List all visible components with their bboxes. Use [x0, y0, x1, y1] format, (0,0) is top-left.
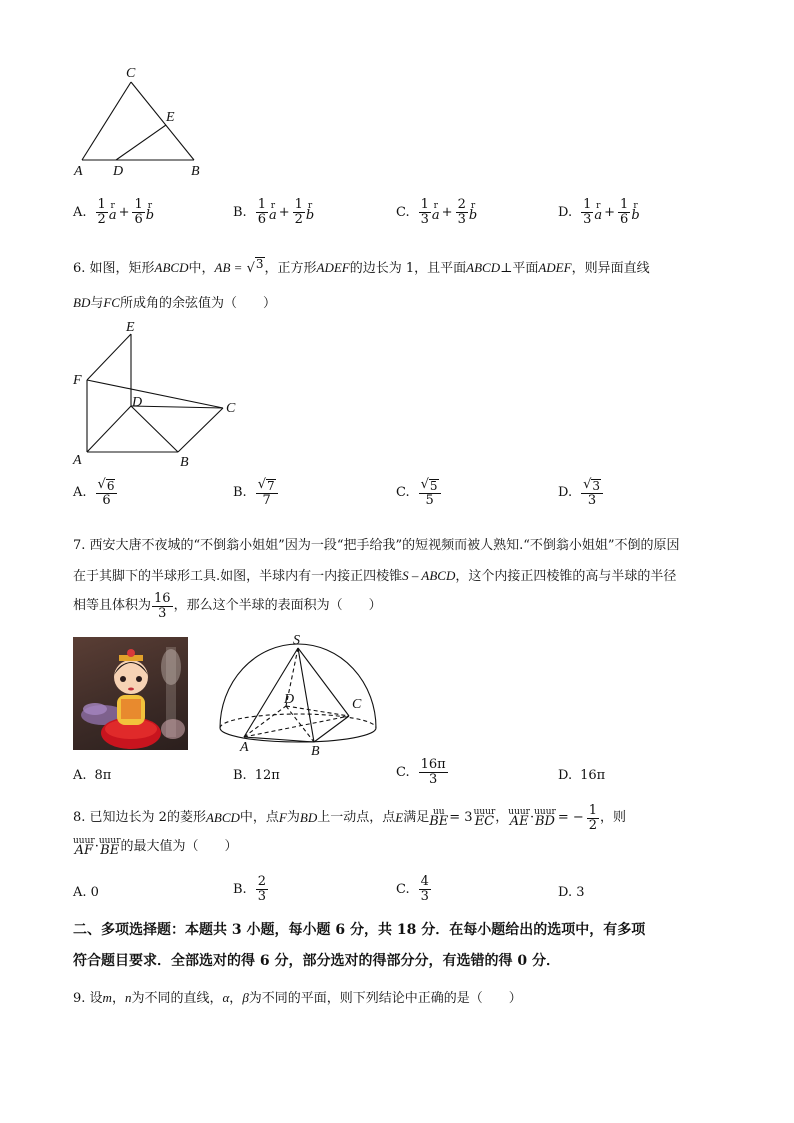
label-D: D [113, 164, 124, 179]
option-label: D. 3 [558, 885, 585, 900]
triangle-figure [70, 64, 220, 184]
option-label: B. [233, 881, 247, 897]
label-B: B [311, 744, 320, 759]
plus: + [278, 204, 290, 220]
q8-option-c[interactable] [396, 875, 432, 903]
option-label: D. [558, 768, 573, 783]
figurine-photo [73, 637, 188, 750]
vector-a: r a [594, 201, 603, 224]
q6-line-1: 6. 如图，矩形ABCD中，AB = √ 3 ，正方形ADEF的边长为 1，且平面ABCD⊥平面ADEF，则异面直线 [73, 255, 723, 282]
q8-option-b[interactable] [233, 875, 269, 903]
vector-ec: uuur EC [473, 807, 496, 830]
q5-option-b[interactable] [233, 198, 314, 226]
label-E: E [126, 320, 135, 335]
hemisphere-figure [214, 632, 384, 757]
section-2-line-2: 符合题目要求．全部选对的得 6 分，部分选对的得部分分，有选错的得 0 分． [73, 953, 560, 969]
question-6 [73, 255, 723, 317]
coef-2: $\frac{1}{6}$ [620, 197, 629, 227]
label-C: C [126, 66, 136, 81]
q6-option-b[interactable] [233, 478, 279, 508]
q6-option-a[interactable] [73, 478, 118, 508]
option-label: C. [396, 764, 410, 780]
option-fraction: $\frac{16\pi}{3}$ [420, 757, 446, 787]
q7-line-2: 在于其脚下的半球形工具.如图，半球内有一内接正四棱锥S – ABCD，这个内接正四棱锥的高与半球的半径 [73, 568, 677, 584]
sqrt-fraction: √ 7 7 [256, 478, 278, 508]
option-label: C. [396, 204, 410, 220]
section-2-heading [73, 916, 723, 975]
vector-b: r b [631, 201, 640, 224]
label-B: B [180, 455, 189, 470]
option-label: B. [233, 204, 247, 220]
q7-line-1: 7. 西安大唐不夜城的“不倒翁小姐姐”因为一段“把手给我”的短视频而被人熟知.“不倒翁小姐姐”不倒的原因 [73, 538, 680, 553]
q6-line-2: BD与FC所成角的余弦值为（ ） [73, 295, 276, 311]
label-A: A [240, 740, 249, 755]
option-label: B. [233, 768, 247, 783]
option-fraction: $\frac{2}{3}$ [257, 874, 266, 904]
option-label: A. [73, 485, 87, 501]
vector-b: r b [305, 201, 315, 224]
plus: + [441, 204, 453, 220]
label-B: B [191, 164, 200, 179]
question-9: 9. 设m，n为不同的直线，α，β为不同的平面，则下列结论中正确的是（ ） [73, 990, 522, 1006]
vector-b: r b [468, 201, 478, 224]
vector-bd: uuur BD [534, 807, 556, 830]
vector-a: r a [431, 201, 440, 224]
prism-figure [70, 318, 260, 478]
option-label: C. [396, 485, 410, 501]
q8-line-2: uuur AF · uuur BE 的最大值为（ ） [73, 836, 238, 859]
option-value: 12π [254, 768, 280, 783]
option-label: D. [558, 204, 573, 220]
coef-1: $\frac{1}{2}$ [97, 197, 106, 227]
label-D: D [132, 395, 143, 410]
vector-b: r b [145, 201, 155, 224]
coef-2: $\frac{1}{6}$ [134, 197, 143, 227]
q8-option-a[interactable] [73, 885, 99, 900]
option-label: D. [558, 485, 573, 501]
label-A: A [74, 164, 83, 179]
plus: + [604, 204, 616, 220]
q5-option-d[interactable] [558, 198, 640, 226]
option-label: A. 0 [73, 885, 99, 900]
vector-af: uuur AF [73, 836, 95, 859]
vector-a: r a [108, 201, 117, 224]
q5-option-a[interactable] [73, 198, 154, 226]
sqrt-fraction: √ 6 6 [96, 478, 118, 508]
volume-fraction: $\frac{16}{3}$ [154, 591, 171, 621]
label-E: E [166, 110, 175, 125]
q7-option-b[interactable] [233, 768, 280, 783]
label-D: D [284, 692, 295, 707]
coef-2: $\frac{2}{3}$ [457, 197, 466, 227]
label-A: A [73, 453, 82, 468]
figurine-illustration [73, 637, 188, 750]
q6-option-d[interactable] [558, 478, 604, 508]
sqrt-fraction: √ 3 3 [581, 478, 603, 508]
option-value: 8π [94, 768, 112, 783]
vector-a: r a [268, 201, 277, 224]
option-label: A. [73, 204, 87, 220]
vector-be-2: uuur BE [98, 836, 121, 859]
option-fraction: $\frac{4}{3}$ [420, 874, 429, 904]
neg-half: $\frac{1}{2}$ [588, 803, 598, 833]
plus: + [118, 204, 130, 220]
coef-1: $\frac{1}{3}$ [420, 197, 429, 227]
q7-option-a[interactable] [73, 768, 111, 783]
q6-option-c[interactable] [396, 478, 442, 508]
q7-option-d[interactable] [558, 768, 605, 783]
question-8 [73, 804, 723, 860]
vector-be: uu BE [429, 807, 449, 830]
coef-1: $\frac{1}{6}$ [257, 197, 266, 227]
label-S: S [293, 633, 300, 648]
label-F: F [73, 373, 82, 388]
label-C: C [226, 401, 236, 416]
coef-1: $\frac{1}{3}$ [583, 197, 592, 227]
section-2-line-1: 二、多项选择题：本题共 3 小题，每小题 6 分，共 18 分．在每小题给出的选项中，有多项 [73, 922, 646, 938]
coef-2: $\frac{1}{2}$ [294, 197, 303, 227]
q7-line-3: 相等且体积为 $\frac{16}{3}$ ，那么这个半球的表面积为（ ） [73, 591, 382, 621]
option-label: B. [233, 485, 247, 501]
sqrt-fraction: √ 5 5 [419, 478, 441, 508]
vector-ae: uuur AE [508, 807, 530, 830]
label-C: C [352, 697, 362, 712]
question-7 [73, 533, 723, 620]
option-label: A. [73, 768, 87, 783]
q8-option-d[interactable] [558, 885, 585, 900]
q7-option-c[interactable] [396, 758, 449, 786]
option-value: 16π [580, 768, 606, 783]
sqrt-3: √ 3 [246, 257, 264, 276]
q8-line-1: 8. 已知边长为 2的菱形 ABCD 中，点 F 为 BD 上一动点，点 E 满足 uu BE = 3 uuur EC ， uuur AE · uuur BD = − $\frac{1}{2}$ ，则 [73, 803, 627, 833]
option-label: C. [396, 881, 410, 897]
q5-option-c[interactable] [396, 198, 477, 226]
